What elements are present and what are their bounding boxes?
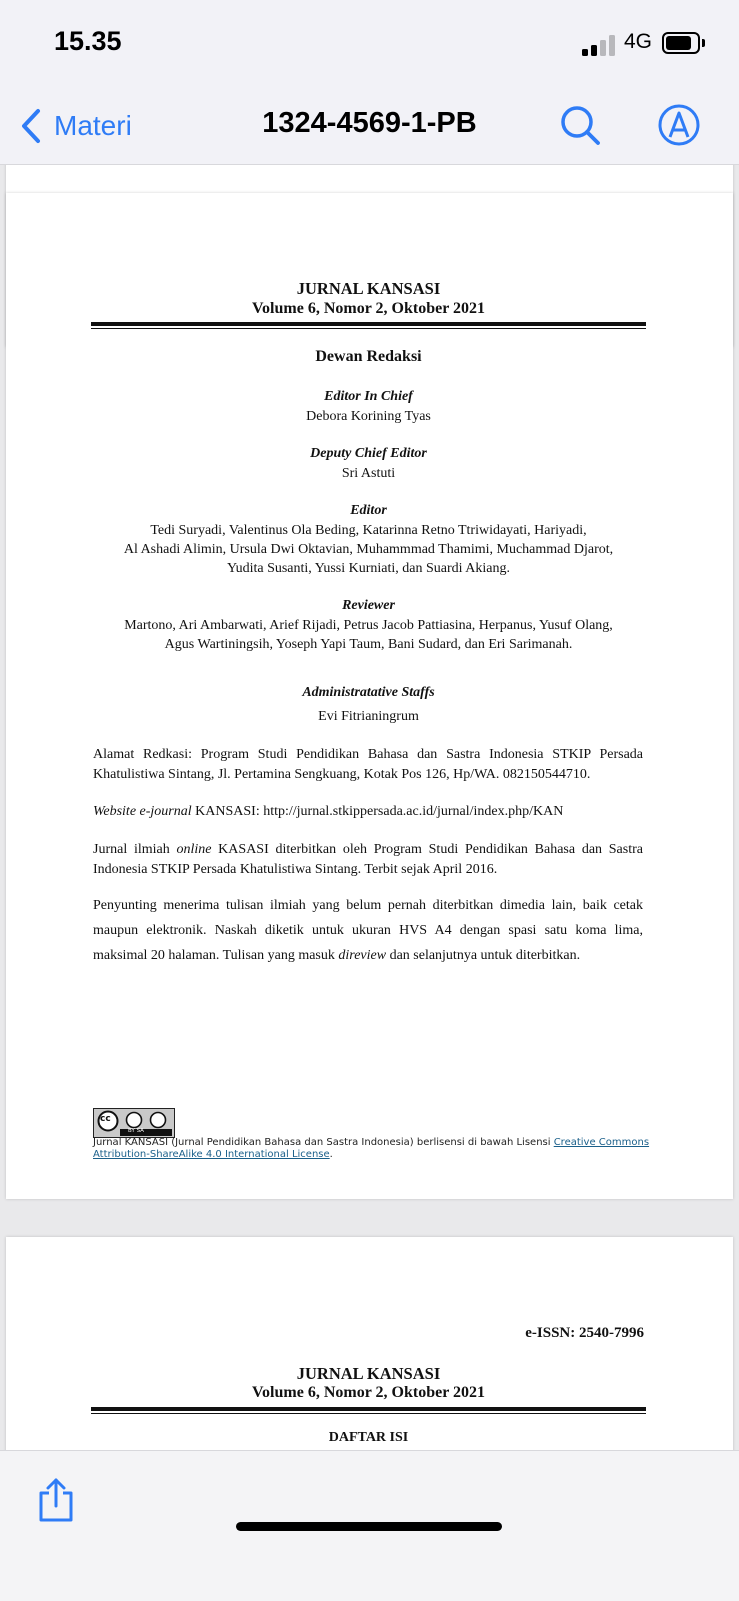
cc-letters: cc	[100, 1114, 111, 1124]
address-paragraph: Alamat Redkasi: Program Studi Pendidikan Bahasa dan Sastra Indonesia STKIP Persada Khatulistiwa Sintang, Jl. Pertamina Sengkuang, Kotak Pos 126, Hp/WA. 082150544710.	[93, 747, 643, 782]
creative-commons-badge	[93, 1108, 175, 1138]
header-rule	[91, 1407, 646, 1411]
publisher-text: Jurnal ilmiah	[93, 842, 177, 857]
submission-text-end: dan selanjutnya untuk diterbitkan.	[386, 948, 581, 963]
status-time: 15.35	[54, 26, 122, 56]
battery-tip	[702, 39, 705, 47]
status-bar	[0, 0, 739, 88]
editor-in-chief-label: Editor In Chief	[324, 389, 413, 404]
network-type: 4G	[624, 30, 653, 53]
back-label: Materi	[54, 110, 132, 141]
editor-label: Editor	[350, 503, 387, 518]
search-icon	[558, 103, 602, 147]
pdf-page-next	[6, 1237, 733, 1450]
share-icon	[36, 1477, 76, 1523]
pdf-page	[6, 193, 733, 1199]
license-notice	[93, 1137, 653, 1161]
editor-in-chief-name: Debora Korining Tyas	[306, 409, 431, 424]
online-italic: online	[176, 842, 212, 857]
journal-title: JURNAL KANSASI	[296, 279, 441, 298]
deputy-editor-name: Sri Astuti	[341, 466, 396, 481]
website-paragraph	[93, 802, 643, 822]
header-rule	[91, 322, 646, 326]
home-indicator	[236, 1522, 502, 1531]
reviewer-label: Reviewer	[342, 598, 395, 613]
submission-paragraph	[93, 893, 643, 968]
license-end: .	[329, 1149, 333, 1160]
license-link[interactable]: Creative Commons Attribution-ShareAlike 4.0 International License	[93, 1137, 650, 1160]
chevron-left-icon	[20, 108, 42, 144]
publisher-text-end: KASASI diterbitkan oleh Program Studi Pendidikan Bahasa dan Sastra Indonesia STKIP Persada Khatulistiwa Sintang. Terbit sejak April 2016.	[93, 842, 643, 877]
website-label: Website e-journal	[93, 804, 192, 819]
document-viewer[interactable]	[0, 165, 739, 1450]
header-rule-thin	[91, 328, 646, 329]
submission-text: Penyunting menerima tulisan ilmiah yang belum pernah diterbitkan dimedia lain, baik cetak maupun elektronik. Naskah diketik untuk ukuran HVS A4 dengan spasi satu koma lima, maksimal 20 halaman. Tulisan yang masuk	[93, 898, 643, 963]
issn-label: e-ISSN: 2540-7996	[525, 1325, 644, 1341]
journal-title: JURNAL KANSASI	[296, 1364, 441, 1383]
markup-pen-icon	[657, 103, 701, 147]
nav-bar	[0, 88, 739, 165]
staff-label: Administratative Staffs	[302, 685, 435, 700]
direview-italic: direview	[338, 948, 387, 963]
back-button[interactable]	[20, 106, 132, 146]
markup-button[interactable]	[657, 103, 701, 147]
signal-strength-icon	[582, 34, 616, 56]
publisher-paragraph	[93, 840, 643, 879]
deputy-editor-label: Deputy Chief Editor	[310, 446, 427, 461]
staff-name: Evi Fitrianingrum	[318, 709, 419, 724]
search-button[interactable]	[558, 103, 602, 147]
editors-line: Al Ashadi Alimin, Ursula Dwi Oktavian, Muhammmad Thamimi, Muchammad Djarot,	[123, 542, 614, 557]
editors-line: Yudita Susanti, Yussi Kurniati, dan Suardi Akiang.	[227, 561, 510, 576]
cc-badge-text: BY SA	[128, 1128, 144, 1134]
header-rule-thin	[91, 1413, 646, 1414]
reviewers-list	[81, 616, 656, 654]
reviewers-line: Agus Wartiningsih, Yoseph Yapi Taum, Bani Sudard, dan Eri Sarimanah.	[164, 637, 573, 652]
document-title: 1324-4569-1-PB	[262, 107, 477, 139]
share-button[interactable]	[36, 1477, 76, 1523]
editors-list	[81, 521, 656, 578]
journal-volume: Volume 6, Nomor 2, Oktober 2021	[251, 300, 486, 317]
table-of-contents-title: DAFTAR ISI	[328, 1430, 409, 1445]
reviewers-line: Martono, Ari Ambarwati, Arief Rijadi, Petrus Jacob Pattiasina, Herpanus, Yusuf Olang,	[124, 618, 613, 633]
website-text: KANSASI: http://jurnal.stkippersada.ac.id/jurnal/index.php/KAN	[191, 804, 564, 819]
license-text: Jurnal KANSASI (Jurnal Pendidikan Bahasa dan Sastra Indonesia) berlisensi di bawah Lisensi	[93, 1137, 554, 1148]
editors-line: Tedi Suryadi, Valentinus Ola Beding, Katarinna Retno Ttriwidayati, Hariyadi,	[150, 523, 587, 538]
battery-icon	[662, 32, 700, 54]
section-title: Dewan Redaksi	[315, 348, 422, 365]
journal-volume: Volume 6, Nomor 2, Oktober 2021	[251, 1384, 486, 1401]
